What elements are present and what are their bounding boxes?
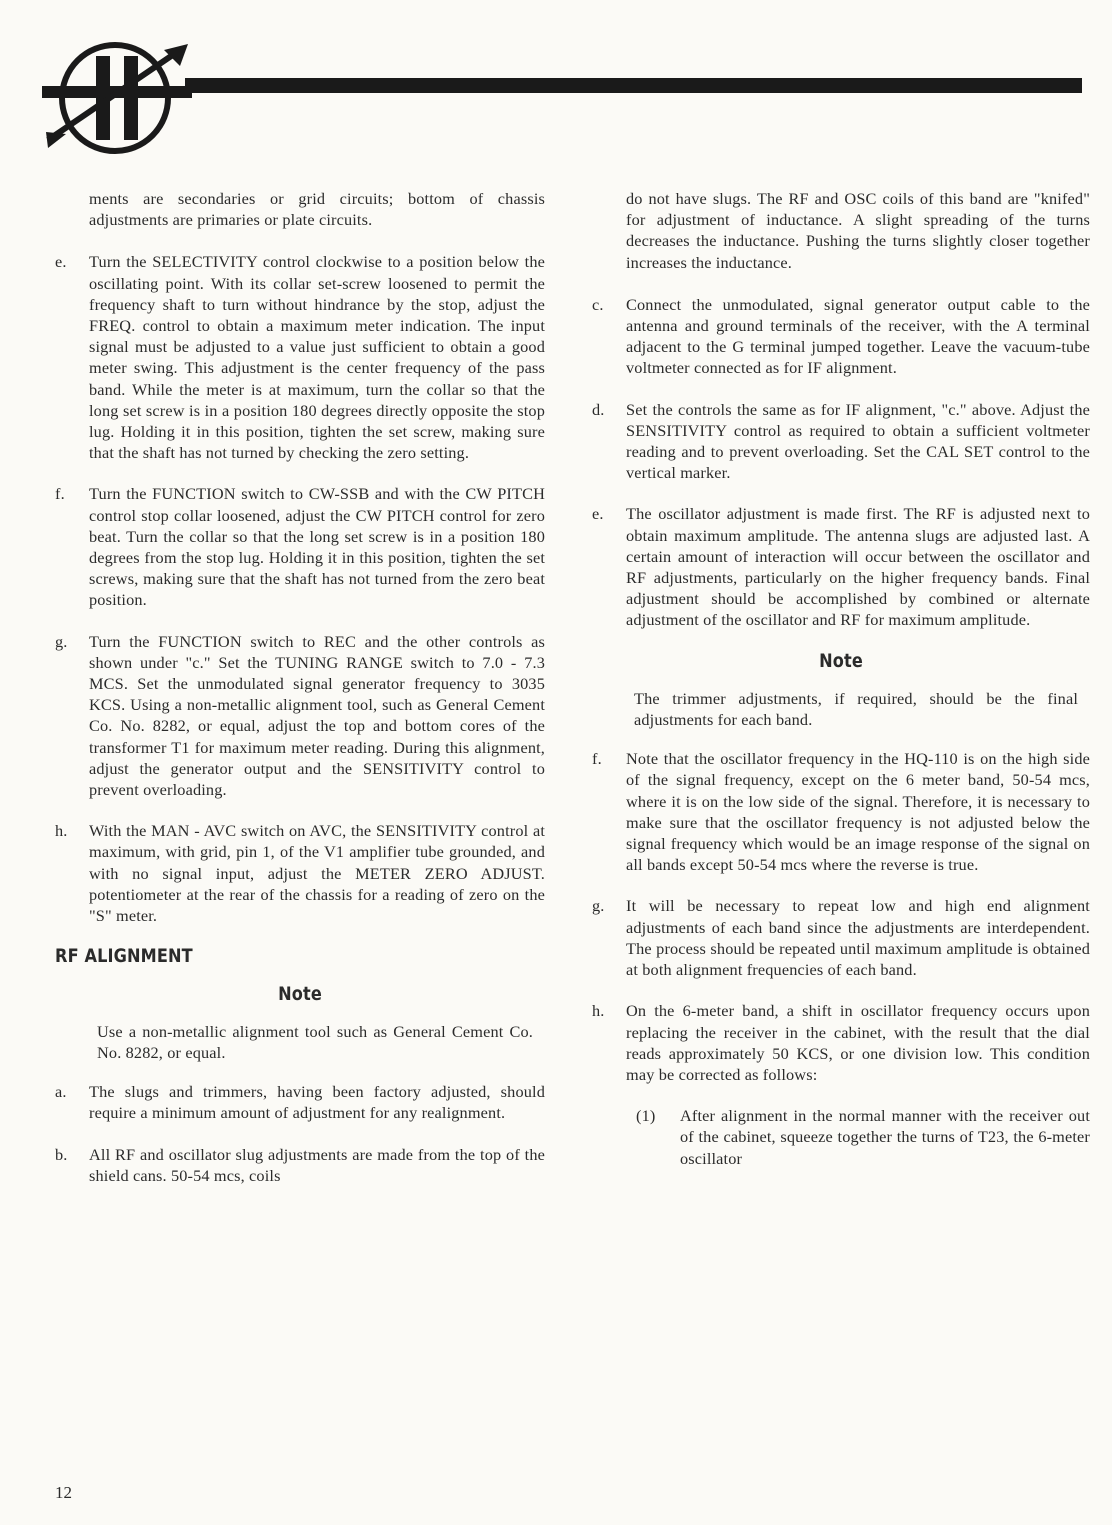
step-f	[55, 483, 545, 610]
note-text: The trimmer adjustments, if required, should be the final adjustments for each band.	[634, 688, 1078, 730]
step-letter: e.	[592, 504, 604, 524]
step-e	[592, 503, 1090, 630]
right-continuation-text: do not have slugs. The RF and OSC coils of this band are "knifed" for adjustment of inductance. A slight spreading of the turns decreases the inductance. Pushing the turns slightly closer together increases the inductance.	[626, 189, 1090, 272]
step-d	[592, 399, 1090, 484]
step-text: Turn the FUNCTION switch to CW-SSB and with the CW PITCH control stop collar loosened, adjust the CW PITCH control for zero beat. Turn the collar so that the long set screw is in a position 180 degrees from the stop lug. Holding it in this position, tighten the set screws, making sure that the shaft has not turned from the zero beat position.	[89, 484, 545, 610]
step-letter: f.	[55, 484, 65, 504]
step-text: It will be necessary to repeat low and high end alignment adjustments of each band since the adjustments are interdependent. The process should be repeated until maximum amplitude is obtained at both alignment frequencies of each band.	[626, 896, 1090, 980]
step-letter: c.	[592, 294, 604, 314]
step-letter: e.	[55, 252, 67, 272]
note-title: Note	[278, 982, 322, 1005]
step-c	[592, 294, 1090, 379]
rf-step-b	[55, 1144, 545, 1186]
rf-alignment-heading: RF ALIGNMENT	[55, 945, 193, 968]
note-text: Use a non-metallic alignment tool such as General Cement Co. No. 8282, or equal.	[97, 1021, 533, 1062]
left-continuation-text: ments are secondaries or grid circuits; bottom of chassis adjustments are primaries or plate circuits.	[89, 189, 545, 230]
step-text: Set the controls the same as for IF alignment, "c." above. Adjust the SENSITIVITY control as required to obtain a sufficient voltmeter reading and to prevent overloading. Set the CAL SET control to the vertical marker.	[626, 399, 1090, 483]
step-h	[55, 820, 545, 926]
step-f	[592, 748, 1090, 875]
step-text: Turn the FUNCTION switch to REC and the other controls as shown under "c." Set the TUNING RANGE switch to 7.0 - 7.3 MCS. Set the unmodulated signal generator frequency to 3035 KCS. Using a non-metallic alignment tool, such as General Cement Co. No. 8282, or equal, adjust the top and bottom cores of the transformer T1 for maximum meter reading. During this alignment, adjust the generator output and the SENSITIVITY control to prevent overloading.	[89, 631, 545, 800]
step-text: Note that the oscillator frequency in the HQ-110 is on the high side of the signal frequency, except on the 6 meter band, 50-54 mcs, where it is on the low side of the signal. Therefore, it is necessary to make sure that the oscillator frequency is not adjusted below the signal frequency which would be an image response of the signal on all bands except 50-54 mcs where the reverse is true.	[626, 749, 1090, 875]
step-text: The oscillator adjustment is made first. The RF is adjusted next to obtain maximum amplitude. The antenna slugs are adjusted last. A certain amount of interaction will occur between the oscillator and RF adjustments, particularly on the higher frequency bands. Final adjustment should be accomplished by combined or alternate adjustment of the oscillator and RF for maximum amplitude.	[626, 504, 1090, 630]
step-text: The slugs and trimmers, having been factory adjusted, should require a minimum amount of adjustment for any realignment.	[89, 1082, 545, 1123]
header-rule	[185, 78, 1082, 93]
substep-text: After alignment in the normal manner with the receiver out of the cabinet, squeeze together the turns of T23, the 6-meter oscillator	[680, 1106, 1090, 1168]
step-letter: h.	[55, 821, 68, 841]
step-text: With the MAN - AVC switch on AVC, the SENSITIVITY control at maximum, with grid, pin 1, of the V1 amplifier tube grounded, and with no signal input, adjust the METER ZERO ADJUST. potentiometer at the rear of the chassis for a reading of zero on the "S" meter.	[89, 821, 545, 926]
step-g	[55, 631, 545, 801]
left-column	[55, 188, 545, 1206]
note-title: Note	[819, 649, 863, 672]
rf-step-a	[55, 1081, 545, 1123]
step-letter: b.	[55, 1144, 68, 1164]
step-text: Turn the SELECTIVITY control clockwise to a position below the oscillating point. With its collar set-screw loosened to permit the frequency shaft to turn without hindrance by the stop, adjust the FREQ. control to obtain a maximum meter indication. The input signal must be adjusted to a value just sufficient to obtain a good meter swing. This adjustment is the center frequency of the pass band. While the meter is at maximum, turn the collar so that the long set screw is in a position 180 degrees directly opposite the stop lug. Holding it in this position, tighten the set screw, making sure that the shaft has not turned by checking the zero setting.	[89, 252, 545, 463]
step-letter: g.	[592, 896, 605, 916]
step-e	[55, 251, 545, 463]
right-column	[592, 188, 1090, 1169]
substep-number: (1)	[636, 1106, 656, 1126]
substep-1	[636, 1105, 1090, 1169]
page-number: 12	[55, 1483, 72, 1502]
step-letter: f.	[592, 749, 602, 769]
step-letter: d.	[592, 399, 605, 419]
step-text: All RF and oscillator slug adjustments are made from the top of the shield cans. 50-54 mcs, coils	[89, 1144, 545, 1185]
step-text: On the 6-meter band, a shift in oscillator frequency occurs upon replacing the receiver in the cabinet, with the result that the dial reads approximately 50 KCS, or one division low. This condition may be corrected as follows:	[626, 1001, 1090, 1084]
step-g	[592, 895, 1090, 980]
hammarlund-logo	[38, 36, 198, 156]
step-letter: a.	[55, 1082, 67, 1102]
step-text: Connect the unmodulated, signal generator output cable to the antenna and ground terminals of the receiver, with the A terminal adjacent to the G terminal jumped together. Leave the vacuum-tube voltmeter connected as for IF alignment.	[626, 294, 1090, 378]
step-h	[592, 1000, 1090, 1085]
step-letter: g.	[55, 631, 68, 651]
step-letter: h.	[592, 1001, 605, 1021]
